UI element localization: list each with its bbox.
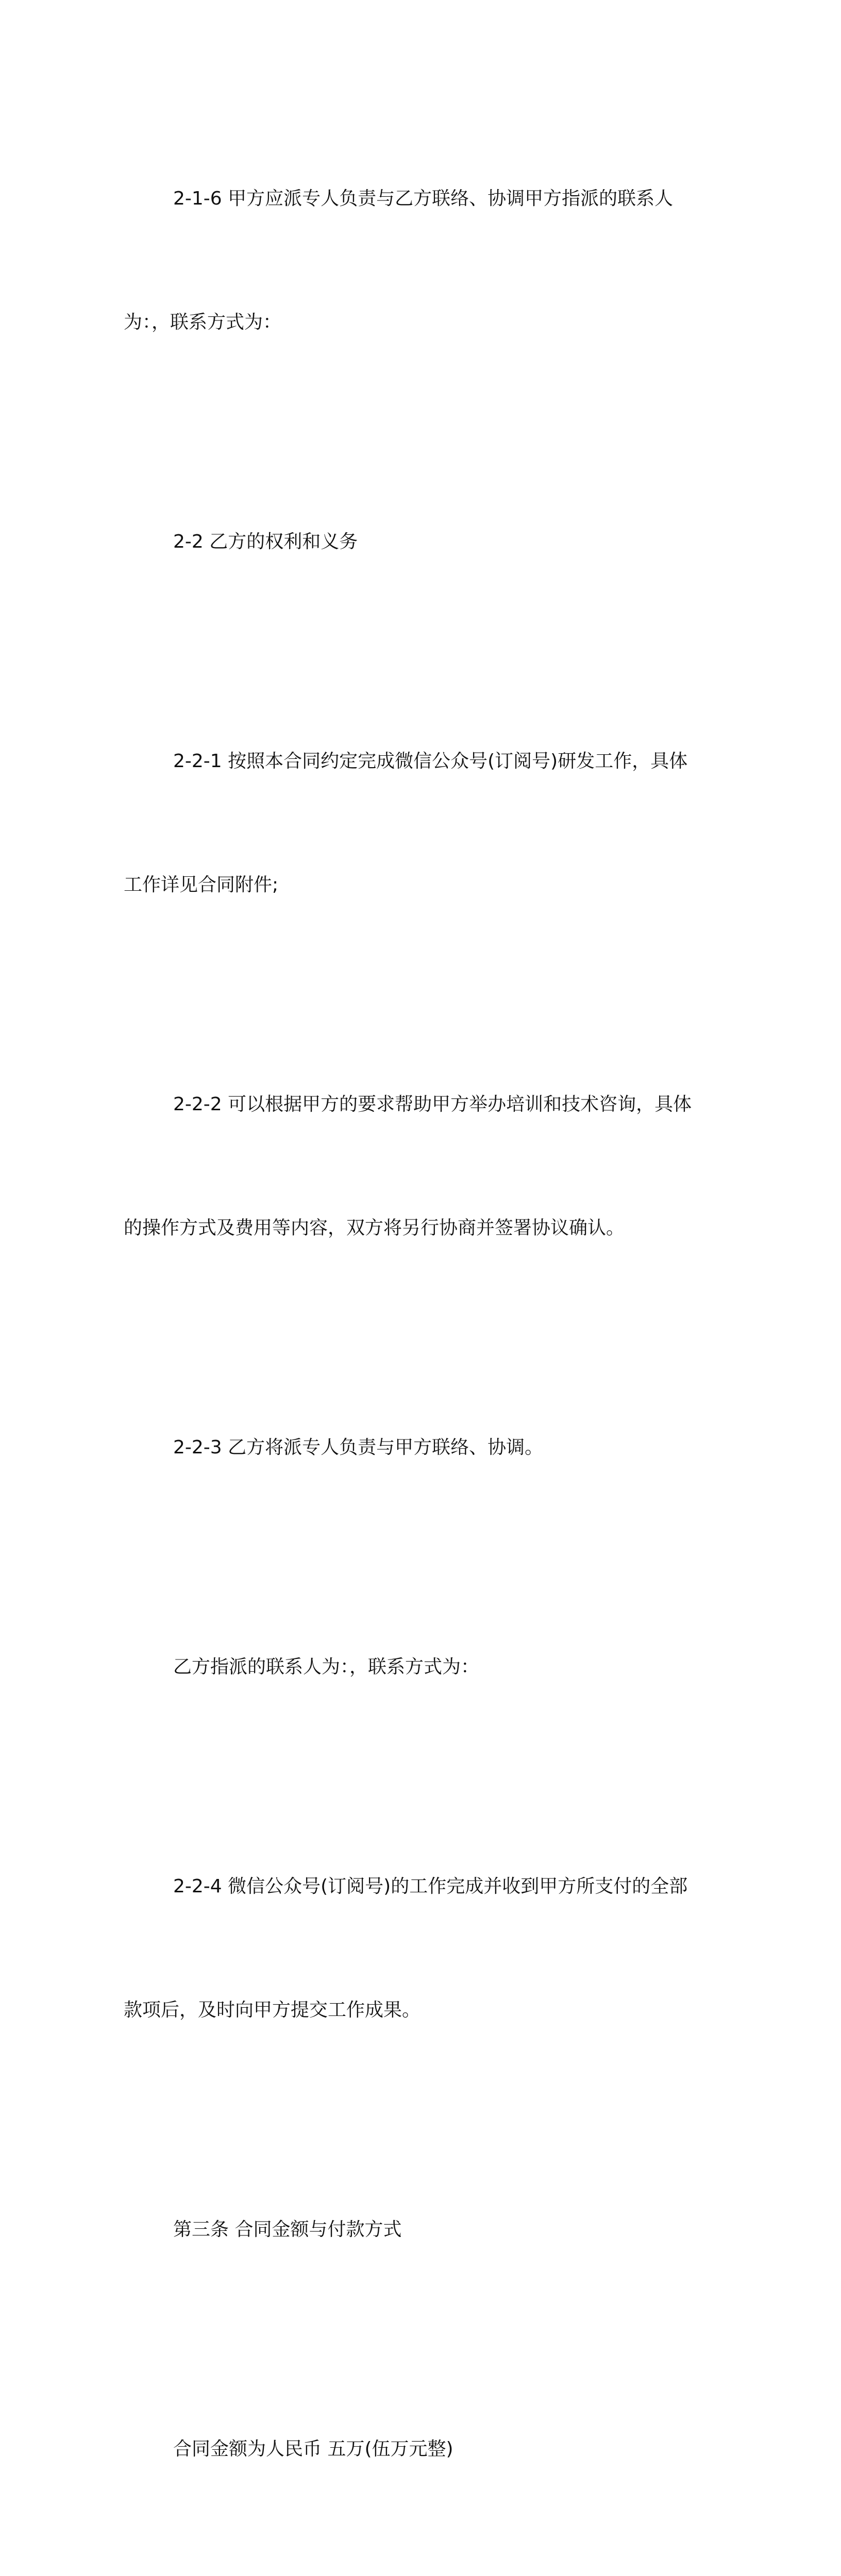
clause-2-2-heading	[124, 439, 706, 645]
text-line: 为：，联系方式为：	[124, 312, 282, 333]
text-line: 2-2-2 可以根据甲方的要求帮助甲方举办培训和技术咨询，具体	[173, 1094, 692, 1115]
payment-method	[124, 2566, 706, 2576]
text-line: 乙方指派的联系人为：，联系方式为：	[173, 1656, 480, 1677]
text-line: 款项后，及时向甲方提交工作成果。	[124, 1999, 421, 2021]
article-3-heading	[124, 2127, 706, 2333]
party-b-contact	[124, 1564, 706, 1770]
text-line: 2-1-6 甲方应派专人负责与乙方联络、协调甲方指派的联系人	[173, 188, 674, 209]
text-line: 第三条 合同金额与付款方式	[173, 2219, 402, 2240]
text-line: 2-2-1 按照本合同约定完成微信公众号(订阅号)研发工作，具体	[173, 751, 688, 772]
clause-2-1-6	[124, 96, 706, 426]
clause-2-2-3	[124, 1345, 706, 1551]
text-line: 工作详见合同附件;	[124, 874, 279, 895]
clause-2-2-4	[124, 1784, 706, 2113]
clause-2-2-1	[124, 658, 706, 988]
text-line: 的操作方式及费用等内容，双方将另行协商并签署协议确认。	[124, 1217, 625, 1239]
text-line: 2-2 乙方的权利和义务	[173, 531, 358, 552]
text-line: 合同金额为人民币 五万(伍万元整)	[173, 2438, 453, 2460]
text-line: 2-2-4 微信公众号(订阅号)的工作完成并收到甲方所支付的全部	[173, 1876, 688, 1897]
contract-body	[124, 96, 706, 2576]
contract-amount	[124, 2346, 706, 2552]
clause-2-2-2	[124, 1002, 706, 1331]
text-line: 2-2-3 乙方将派专人负责与甲方联络、协调。	[173, 1437, 544, 1458]
